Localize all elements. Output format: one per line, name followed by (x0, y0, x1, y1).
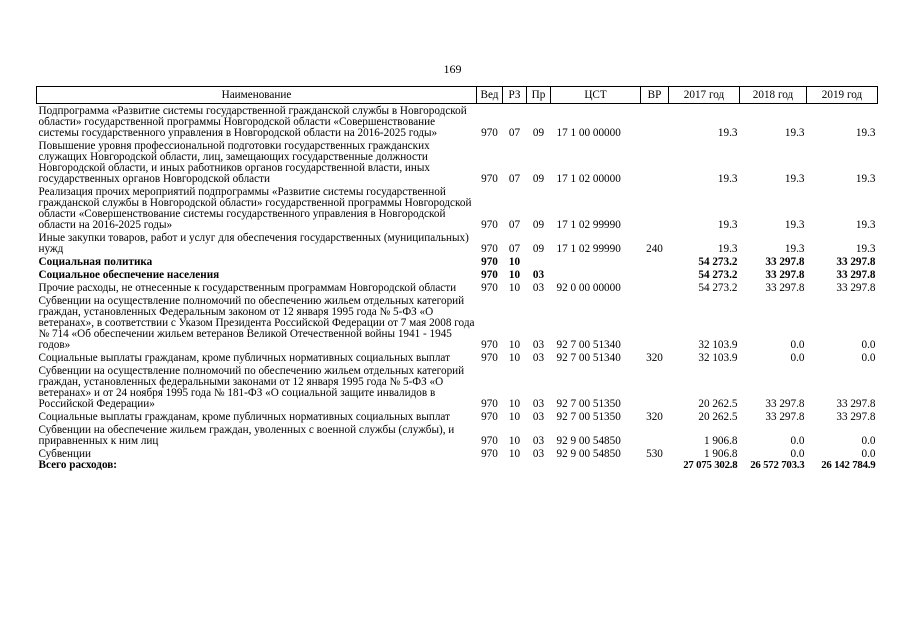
cell-pr: 03 (532, 339, 545, 351)
cell-vr: 530 (646, 448, 663, 460)
header-name: Наименование (37, 87, 477, 104)
cell-cst: 92 7 00 51350 (556, 411, 621, 423)
cell-2019: 19.3 (855, 127, 876, 139)
budget-table (36, 86, 878, 471)
cell-name: Социальные выплаты гражданам, кроме публичных нормативных социальных выплат (38, 411, 450, 423)
cell-ved: 970 (481, 243, 498, 255)
cell-rz: 07 (508, 243, 521, 255)
table-row (37, 231, 878, 255)
total-2018: 26 572 703.3 (750, 459, 805, 471)
cell-vr (641, 423, 669, 447)
cell-pr: 09 (532, 127, 545, 139)
table-row (37, 294, 878, 351)
header-ved: Вед (477, 87, 503, 104)
cell-2017: 20 262.5 (698, 411, 738, 423)
cell-2017: 1 906.8 (703, 435, 738, 447)
cell-vr (641, 268, 669, 281)
table-body (37, 104, 878, 461)
table-row (37, 281, 878, 294)
cell-vr (641, 364, 669, 410)
cell-2019: 0.0 (861, 448, 876, 460)
cell-name: Социальная политика (38, 256, 153, 268)
cell-cst: 17 1 00 00000 (556, 127, 621, 139)
page-number: 169 (443, 62, 462, 76)
cell-2017: 54 273.2 (698, 256, 738, 268)
cell-cst: 92 7 00 51350 (556, 398, 621, 410)
cell-rz: 07 (508, 173, 521, 185)
cell-rz: 10 (508, 282, 521, 294)
cell-2018: 33 297.8 (765, 256, 805, 268)
cell-ved: 970 (481, 256, 498, 268)
total-2017: 27 075 302.8 (683, 459, 738, 471)
cell-ved: 970 (481, 127, 498, 139)
header-rz: РЗ (503, 87, 527, 104)
cell-2019: 33 297.8 (836, 411, 876, 423)
table-row (37, 410, 878, 423)
cell-2017: 20 262.5 (698, 398, 738, 410)
cell-vr: 320 (646, 352, 663, 364)
cell-2017: 19.3 (717, 243, 738, 255)
cell-2017: 54 273.2 (698, 269, 738, 281)
cell-name: Социальное обеспечение населения (38, 269, 220, 281)
cell-rz: 07 (508, 127, 521, 139)
header-cst: ЦСТ (551, 87, 641, 104)
cell-rz: 10 (508, 352, 521, 364)
cell-2018: 33 297.8 (765, 398, 805, 410)
cell-2017: 32 103.9 (698, 339, 738, 351)
cell-ved: 970 (481, 173, 498, 185)
table-row (37, 139, 878, 185)
cell-name: Иные закупки товаров, работ и услуг для обеспечения государственных (муниципальных) нужд (38, 232, 469, 255)
cell-name: Субвенции (38, 448, 91, 460)
cell-name: Субвенции на обеспечение жильем граждан, уволенных с военной службы (службы), и приравненных к ним лиц (38, 424, 455, 447)
table-row (37, 351, 878, 364)
cell-2018: 0.0 (790, 339, 805, 351)
header-vr: ВР (641, 87, 669, 104)
cell-rz: 10 (508, 448, 521, 460)
cell-2019: 19.3 (855, 173, 876, 185)
cell-cst: 92 9 00 54850 (556, 435, 621, 447)
cell-2017: 19.3 (717, 127, 738, 139)
cell-cst: 17 1 02 99990 (556, 219, 621, 231)
cell-pr: 03 (532, 411, 545, 423)
cell-2019: 19.3 (855, 219, 876, 231)
cell-name: Подпрограмма «Развитие системы государственной гражданской службы в Новгородской области» государственной программы Новгородской области «Совершенствование системы государственного управления в Новгородской области на 2016-2025 годы» (38, 105, 467, 139)
table-row (37, 423, 878, 447)
cell-pr: 03 (532, 352, 545, 364)
cell-rz: 10 (508, 269, 521, 281)
cell-cst: 92 0 00 00000 (556, 282, 621, 294)
cell-vr (641, 255, 669, 268)
cell-2017: 1 906.8 (703, 448, 738, 460)
cell-cst: 92 7 00 51340 (556, 352, 621, 364)
cell-vr (641, 185, 669, 231)
cell-pr: 03 (532, 448, 545, 460)
cell-pr (527, 255, 551, 268)
cell-ved: 970 (481, 282, 498, 294)
cell-vr: 240 (646, 243, 663, 255)
total-label: Всего расходов: (38, 459, 118, 471)
cell-pr: 03 (532, 282, 545, 294)
cell-ved: 970 (481, 269, 498, 281)
table-header-row (37, 87, 878, 104)
total-row (37, 460, 878, 471)
table-row (37, 185, 878, 231)
cell-rz: 10 (508, 256, 521, 268)
cell-2018: 0.0 (790, 352, 805, 364)
cell-rz: 07 (508, 219, 521, 231)
cell-ved: 970 (481, 398, 498, 410)
header-pr: Пр (527, 87, 551, 104)
cell-2019: 0.0 (861, 339, 876, 351)
cell-2019: 0.0 (861, 435, 876, 447)
cell-ved: 970 (481, 411, 498, 423)
cell-name: Повышение уровня профессиональной подготовки государственных гражданских служащих Новгородской области, лиц, замещающих государственные должности Новгородской области, и иных работников органов государственной власти, иных государственных органов Новгородской области (38, 140, 431, 185)
cell-2018: 0.0 (790, 448, 805, 460)
header-2018: 2018 год (740, 87, 807, 104)
cell-2019: 0.0 (861, 352, 876, 364)
cell-2019: 33 297.8 (836, 269, 876, 281)
cell-pr: 09 (532, 173, 545, 185)
cell-2019: 19.3 (855, 243, 876, 255)
cell-cst: 92 9 00 54850 (556, 448, 621, 460)
table-row (37, 104, 878, 140)
cell-rz: 10 (508, 339, 521, 351)
cell-2018: 19.3 (784, 243, 805, 255)
cell-name: Субвенции на осуществление полномочий по обеспечению жильем отдельных категорий граждан, установленных федеральными законами от 12 января 1995 года № 5-ФЗ «О ветеранах» и от 24 ноября 1995 года № 181-ФЗ «О социальной защите инвалидов в Российской Федерации» (38, 365, 465, 410)
cell-pr: 09 (532, 243, 545, 255)
cell-2018: 19.3 (784, 219, 805, 231)
cell-2017: 19.3 (717, 173, 738, 185)
cell-2017: 19.3 (717, 219, 738, 231)
cell-2017: 54 273.2 (698, 282, 738, 294)
cell-ved: 970 (481, 352, 498, 364)
cell-2018: 33 297.8 (765, 269, 805, 281)
cell-cst: 17 1 02 00000 (556, 173, 621, 185)
cell-name: Прочие расходы, не отнесенные к государственным программам Новгородской области (38, 282, 457, 294)
cell-cst (551, 255, 641, 268)
cell-2019: 33 297.8 (836, 398, 876, 410)
cell-2019: 33 297.8 (836, 256, 876, 268)
cell-2019: 33 297.8 (836, 282, 876, 294)
cell-2018: 0.0 (790, 435, 805, 447)
cell-vr: 320 (646, 411, 663, 423)
cell-rz: 10 (508, 435, 521, 447)
cell-cst (551, 268, 641, 281)
cell-ved: 970 (481, 339, 498, 351)
cell-vr (641, 104, 669, 140)
cell-cst: 92 7 00 51340 (556, 339, 621, 351)
cell-cst: 17 1 02 99990 (556, 243, 621, 255)
cell-name: Реализация прочих мероприятий подпрограммы «Развитие системы государственной гражданской службы в Новгородской области» государственной программы Новгородской области «Совершенствование системы государственного управления в Новгородской области на 2016-2025 годы» (38, 186, 472, 231)
cell-rz: 10 (508, 411, 521, 423)
header-2019: 2019 год (807, 87, 878, 104)
cell-vr (641, 139, 669, 185)
cell-pr: 03 (532, 398, 545, 410)
table-row (37, 364, 878, 410)
cell-2017: 32 103.9 (698, 352, 738, 364)
cell-pr: 03 (532, 269, 545, 281)
cell-2018: 19.3 (784, 173, 805, 185)
cell-rz: 10 (508, 398, 521, 410)
cell-name: Субвенции на осуществление полномочий по обеспечению жильем отдельных категорий граждан, установленных Федеральным законом от 12 января 1995 года № 5-ФЗ «О ветеранах», в соответствии с Указом Президента Российской Федерации от 7 мая 2008 года № 714 «Об обеспечении жильем ветеранов Великой Отечественной войны 1941 - 1945 годов» (38, 295, 475, 351)
header-2017: 2017 год (669, 87, 740, 104)
cell-ved: 970 (481, 448, 498, 460)
cell-2018: 33 297.8 (765, 282, 805, 294)
cell-2018: 19.3 (784, 127, 805, 139)
cell-2018: 33 297.8 (765, 411, 805, 423)
cell-ved: 970 (481, 219, 498, 231)
cell-vr (641, 281, 669, 294)
cell-ved: 970 (481, 435, 498, 447)
cell-vr (641, 294, 669, 351)
cell-pr: 09 (532, 219, 545, 231)
cell-pr: 03 (532, 435, 545, 447)
cell-name: Социальные выплаты гражданам, кроме публичных нормативных социальных выплат (38, 352, 450, 364)
table-row (37, 255, 878, 268)
total-2019: 26 142 784.9 (821, 459, 876, 471)
table-row (37, 268, 878, 281)
